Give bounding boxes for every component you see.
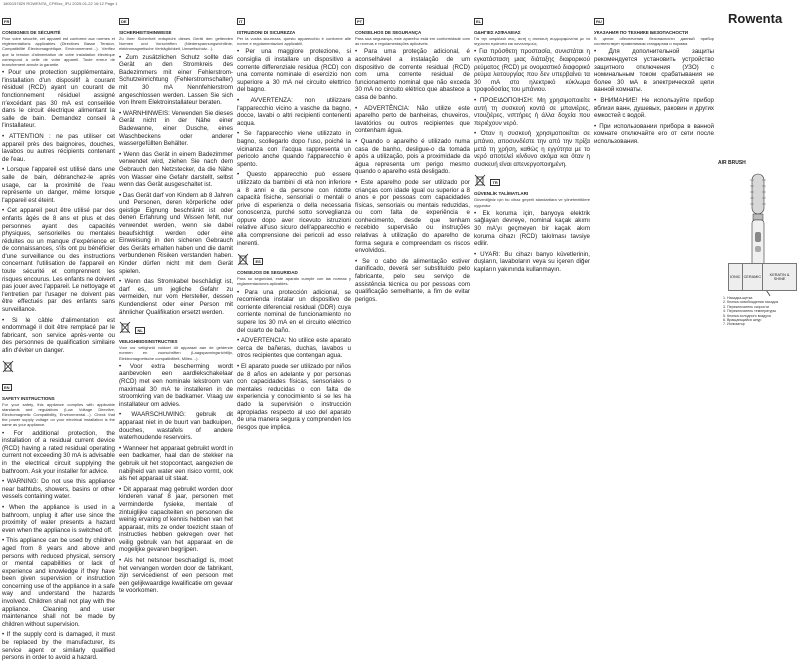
paragraph: • ВНИМАНИЕ! Не используйте прибор вблизи ванн, душевых, раковин и других емкостей с водой. — [594, 96, 714, 120]
section-title: SAFETY INSTRUCTIONS — [2, 395, 55, 401]
legend-item: 5. Кнопка холодного воздуха — [723, 313, 771, 318]
paragraph: • Questo apparecchio può essere utilizzato da bambini di età non inferiore a 8 anni e da persone con ridotte capacità fisiche, sensoriali o mentali o prive di esperienza o della necessaria conoscenza, purché sotto sorveglianza oppure dopo aver ricevuto istruzioni relative all'uso sicuro dell'apparecchio e alla comprensione dei pericoli ad esso inerenti. — [237, 171, 351, 247]
paragraph: • Dit apparaat mag gebruikt worden door kinderen vanaf 8 jaar, personen met verminderde fysieke, mentale of zintuiglijke capaciteiten en personen die weinig ervaring of kennis hebben van het apparaat, mits ze onder toezicht staan of instructies hebben gekregen over het veilig gebruik van het apparaat en de mogelijke gevaren begrijpen. — [119, 485, 233, 554]
paragraph: • WARNHINWEIS: Verwenden Sie dieses Gerät nicht in der Nähe einer Badewanne, einer Dusche, eines Waschbeckens oder anderer wassergefüllten Behälter. — [119, 109, 233, 148]
paragraph: • ΠΡΟΕΙΔΟΠΟΙΗΣΗ: Μη χρησιμοποιείτε αυτή τη συσκευή κοντά σε μπανιέρες, ντουζιέρες, νιπτήρες ή άλλα δοχεία που περιέχουν νερό. — [474, 96, 590, 127]
paragraph: • This appliance can be used by children aged from 8 years and above and persons with reduced physical, sensory or mental capabilities or lack of experience and knowledge if they have been given supervision or instruction concerning use of the appliance in a safe way and understand the hazards involved. Children shall not play with the appliance. Cleaning and user maintenance shall not be made by children without supervision. — [2, 537, 115, 628]
lang-tag: FR — [4, 19, 10, 24]
paragraph: Para su seguridad, este aparato cumple con las normas y reglamentaciones aplicables. — [237, 276, 351, 287]
paragraph: • El aparato puede ser utilizado por niños de 8 años en adelante y por personas con capacidades físicas, sensoriales o mentales reducidas o con falta de experiencia y conocimiento si se les ha dado la supervisión o instrucción apropiadas respecto al uso del aparato de una manera segura y comprenden los riesgos que implica. — [237, 363, 351, 431]
paragraph: • WARNING: Do not use this appliance near bathtubs, showers, basins or other vessels containing water. — [2, 478, 115, 501]
column-it-es — [237, 10, 351, 570]
lang-tag: DE — [121, 19, 127, 24]
paragraph: Per la vostra sicurezza, questo apparecchio è conforme alle norme e regolamentazioni applicabili. — [237, 36, 351, 47]
section-title: VEILIGHEIDSINSTRUCTIES — [119, 339, 178, 345]
section — [2, 376, 115, 428]
section-title: ΟΔΗΓΙΕΣ ΑΣΦΑΛΕΙΑΣ — [474, 30, 521, 35]
section-title: CONSIGNES DE SÉCURITÉ — [2, 30, 61, 35]
paragraph: Voor uw veiligheid voldoet dit apparaat aan de geldende normen en voorschriften (Laagspanningsrichtlijn, Elektromagnetische compatibiliteit, Milieu…). — [119, 345, 233, 361]
paragraph: • Zum zusätzlichen Schutz sollte das Gerät an den Stromkreis des Badezimmers mit einer Fehlerstrom-Schutzeinrichtung (Fehlerstromschalter) mit 30 mA Nennfehlerstrom angeschlossen werden. Lassen Sie sich von Ihrem Elektroinstallateur beraten. — [119, 53, 233, 107]
parts-legend — [723, 296, 799, 327]
paragraph: • Wanneer het apparaat gebruikt wordt in een badkamer, haal dan de stekker na gebruik uit het stopcontact, aangezien de nabijheid van water een risico vormt, ook als het apparaat uit staat. — [119, 444, 233, 483]
section-title: GÜVENLİK TALİMATLARI — [474, 191, 529, 197]
paragraph: • Для дополнительной защиты рекомендуется установить устройство защитного отключения (УЗО) с номинальным током срабатывания не более 30 мА в электрической цепи ванной комнаты. — [594, 48, 714, 94]
paragraph: • ADVERTÊNCIA: Não utilize este aparelho perto de banheiras, chuveiros, lavatórios ou outros recipientes que contenham água. — [355, 104, 470, 135]
column-el-tr — [474, 10, 590, 570]
lang-tag: RU — [596, 19, 602, 24]
lang-tag: EL — [476, 19, 482, 24]
paragraph: • Pour une protection supplémentaire, l'installation d'un dispositif à courant résiduel (RCD) ayant un courant de fonctionnement résiduel assigné n'excédant pas 30 mA est conseillée dans le circuit électrique alimentant la salle de bain. Demandez conseil à l'installateur. — [2, 69, 115, 130]
legend-item: 3. Переключатель скорости — [723, 304, 770, 309]
paragraph: • Όταν η συσκευή χρησιμοποιείται σε μπάνιο, αποσυνδέστε την από την πρίζα μετά τη χρήση, καθώς η εγγύτητα με το νερό αποτελεί κίνδυνο ακόμα και όταν η συσκευή είναι απενεργοποιημένη. — [474, 130, 590, 168]
weee-bin-icon — [119, 321, 131, 334]
paragraph: For your safety, this appliance complies with applicable standards and regulations (Low Voltage Directive, Electromagnetic Compatibility, Environmental…). Check that the power supply voltage on your electrical installation is the same as your appliance. — [2, 401, 115, 428]
paragraph: • ATTENTION : ne pas utiliser cet appareil près des baignoires, douches, lavabos ou autres récipients contenant de l'eau. — [2, 132, 115, 163]
paragraph: • Se o cabo de alimentação estiver danificado, deverá ser substituído pelo fabricante, pelo seu serviço de assistência técnica ou por pessoas com qualificação semelhante, a fim de evitar perigos. — [355, 257, 470, 303]
lang-tag: IT — [239, 19, 243, 24]
lang-tag: ES — [255, 259, 261, 265]
paragraph: • Cet appareil peut être utilisé par des enfants âgés de 8 ans et plus et des personnes ayant des capacités physiques, sensorielles ou mentales réduites ou un manque d'expérience et de connaissances, s'ils ont pu bénéficier d'une surveillance ou des instructions concernant l'utilisation de l'appareil en toute sécurité et comprennent les risques encourus. Les enfants ne doivent pas jouer avec l'appareil. Le nettoyage et l'entretien par l'usager ne doivent pas être effectués par des enfants sans surveillance. — [2, 207, 115, 314]
paragraph: • Se l'apparecchio viene utilizzato in bagno, scollegarlo dopo l'uso, poiché la vicinanza con l'acqua rappresenta un pericolo anche quando l'apparecchio è spento. — [237, 130, 351, 168]
legend-item: 1. Насадка-щетка — [723, 296, 753, 300]
paragraph: • Als het netsnoer beschadigd is, moet het vervangen worden door de fabrikant, zijn servicedienst of een persoon met een gelijkwaardige kwalificatie om gevaar te voorkomen. — [119, 557, 233, 595]
paragraph: • Wenn das Stromkabel beschädigt ist, darf es, um jegliche Gefahr zu vermeiden, nur vom Hersteller, dessen Kundendienst oder einer Person mit ähnlicher Qualifikation ersetzt werden. — [119, 278, 233, 316]
paragraph: • Si le câble d'alimentation est endommagé il doit être remplacé par le fabricant, son service après-vente ou des personnes de qualification similaire afin d'éviter un danger. — [2, 316, 115, 354]
section — [2, 10, 115, 67]
model-name: AIR BRUSH — [718, 160, 746, 166]
paragraph: В целях обеспечения безопасности данный прибор соответствует применимым стандартам и нормам. — [594, 36, 714, 47]
feature-cell: KERATIN & SHINE — [763, 264, 797, 291]
paragraph: • AVVERTENZA: non utilizzare l'apparecchio vicino a vasche da bagno, docce, lavabi o altri recipienti contenenti acqua. — [237, 96, 351, 127]
section-title: CONSEJOS DE SEGURIDAD — [237, 270, 298, 276]
brand-logo: Rowenta — [728, 11, 783, 26]
section-title: УКАЗАНИЯ ПО ТЕХНИКЕ БЕЗОПАСНОСТИ — [594, 30, 689, 35]
lang-tag: NL — [137, 328, 143, 334]
section-title: SICHERHEITSHINWEISE — [119, 30, 172, 35]
weee-bin-icon — [237, 253, 249, 266]
legend-item: 6. Вращающийся шнур — [723, 318, 762, 323]
paragraph: • UYARI: Bu cihazı banyo küvetlerinin, duşların, lavaboların veya su içeren diğer kapların yakınında kullanmayın. — [474, 250, 590, 273]
lang-tag: TR — [492, 180, 498, 186]
paragraph: • Για πρόσθετη προστασία, συνιστάται η εγκατάσταση μιας διάταξης διαφορικού ρεύματος (RCD) με ονομαστικό διαφορικό ρεύμα λειτουργίας που δεν υπερβαίνει τα 30 mA στο ηλεκτρικό κύκλωμα τροφοδοσίας του μπάνιου. — [474, 48, 590, 94]
column-ru — [594, 10, 714, 570]
paragraph: • Das Gerät darf von Kindern ab 8 Jahren und Personen, deren körperliche oder geistige Eignung beschränkt ist oder denen Erfahrung und Wissen fehlt, nur verwendet werden, wenn sie dabei beaufsichtigt werden oder eine Einweisung in den sicheren Gebrauch des Geräts erhalten haben und die damit verbundenen Risiken verstanden haben. Kinder dürfen nicht mit dem Gerät spielen. — [119, 191, 233, 275]
weee-bin-icon — [2, 360, 14, 373]
paragraph: • При использовании прибора в ванной комнате отключайте его от сети после использования. — [594, 122, 714, 145]
paragraph: • Lorsque l'appareil est utilisé dans une salle de bain, débranchez-le après usage, car la proximité de l'eau représente un danger, même lorsque l'appareil est éteint. — [2, 166, 115, 204]
legend-item: 4. Переключатель температуры — [723, 309, 777, 314]
lang-tag: PT — [357, 19, 363, 24]
paragraph: • If the supply cord is damaged, it must be replaced by the manufacturer, its service agent or similarly qualified persons in order to avoid a hazard. — [2, 631, 115, 662]
paragraph: Güvenliğiniz için bu cihaz geçerli standartlara ve yönetmeliklere uygundur. — [474, 197, 590, 208]
paragraph: Pour votre sécurité, cet appareil est conforme aux normes et réglementations applicables (Directives Basse Tension, Compatibilité Électromagnétique, Environnement…). Vérifiez que la tension d'alimentation de votre installation électrique correspond à celle de votre appareil. Toute erreur de branchement annule la garantie. — [2, 36, 115, 68]
feature-cell: IONIC — [729, 264, 743, 291]
paragraph: • Para uma proteção adicional, é aconselhável a instalação de um dispositivo de corrente residual (RCD) com uma corrente residual de funcionamento nominal que não exceda 30 mA no circuito elétrico que abastece a casa de banho. — [355, 48, 470, 101]
paragraph: Για την ασφάλειά σας, αυτή η συσκευή συμμορφώνεται με τα ισχύοντα πρότυπα και κανονισμούς. — [474, 36, 590, 47]
paragraph: • Este aparelho pode ser utilizado por crianças com idade igual ou superior a 8 anos e por pessoas com capacidades físicas, sensoriais ou mentais reduzidas, ou com falta de experiência e conhecimento, desde que tenham recebido supervisão ou instruções relativas à utilização do aparelho de forma segura e compreendam os riscos envolvidos. — [355, 178, 470, 255]
paragraph: • When the appliance is used in a bathroom, unplug it after use since the proximity of water presents a hazard even when the appliance is switched off. — [2, 503, 115, 534]
legend-item: 7. Ионизатор — [723, 322, 745, 327]
paragraph: • Per una maggiore protezione, si consiglia di installare un dispositivo a corrente differenziale residua (RCD) con una corrente nominale di esercizio non superiore a 30 mA nel circuito elettrico del bagno. — [237, 48, 351, 94]
paragraph: Para sua segurança, este aparelho está em conformidade com as normas e regulamentações aplicáveis. — [355, 36, 470, 47]
paragraph: • ADVERTENCIA: No utilice este aparato cerca de bañeras, duchas, lavabos u otros recipientes que contengan agua. — [237, 337, 351, 360]
paragraph: • Ek koruma için, banyoya elektrik sağlayan devreye, nominal kaçak akımı 30 mA'yı geçmeyen bir kaçak akım koruma cihazı (RCD) takılması tavsiye edilir. — [474, 209, 590, 248]
paragraph: • Voor extra bescherming wordt aanbevolen een aardlekschakelaar (RCD) met een nominale lekstroom van maximaal 30 mA te installeren in de stroomkring van de badkamer. Vraag uw installateur om advies. — [119, 362, 233, 408]
column-fr-en — [2, 10, 115, 662]
weee-bin-icon — [474, 174, 486, 187]
paragraph: Zu Ihrer Sicherheit entspricht dieses Gerät den geltenden Normen und Vorschriften (Niederspannungsrichtlinie, elektromagnetische Verträglichkeit, Umweltschutz…). — [119, 36, 233, 52]
paragraph: • Para una protección adicional, se recomienda instalar un dispositivo de corriente diferencial residual (DDR) cuya corriente nominal de funcionamiento no supere los 30 mA en el circuito eléctrico del cuarto de baño. — [237, 288, 351, 334]
file-info-header: 1800157829 ROWENTA_CF95xx_IFU 2025-01-22 16:12 Page 1 — [3, 1, 118, 6]
legend-item: 2. Кнопка освобождения насадок — [723, 300, 779, 305]
feature-cell: CERAMIC — [742, 264, 763, 291]
column-de-nl — [119, 10, 233, 595]
section-title: ISTRUZIONI DI SICUREZZA — [237, 30, 296, 35]
section-title: CONSELHOS DE SEGURANÇA — [355, 30, 422, 35]
lang-tag: EN — [4, 384, 10, 390]
paragraph: • Wenn das Gerät in einem Badezimmer verwendet wird, ziehen Sie nach dem Gebrauch den Netzstecker, da die Nähe von Wasser eine Gefahr darstellt, selbst wenn das Gerät ausgeschaltet ist. — [119, 150, 233, 189]
feature-table — [728, 263, 797, 291]
paragraph: • Quando o aparelho é utilizado numa casa de banho, desligue-o da tomada após a utilização, pois a proximidade da água representa um perigo mesmo quando o aparelho está desligado. — [355, 137, 470, 176]
column-pt — [355, 10, 470, 570]
paragraph: • WAARSCHUWING: gebruik dit apparaat niet in de buurt van badkuipen, douches, wastafels of andere waterhoudende reservoirs. — [119, 411, 233, 442]
paragraph: • For additional protection, the installation of a residual current device (RCD) having a rated residual operating current not exceeding 30 mA is advisable in the electrical circuit supplying the bathroom. Ask your installer for advice. — [2, 429, 115, 475]
